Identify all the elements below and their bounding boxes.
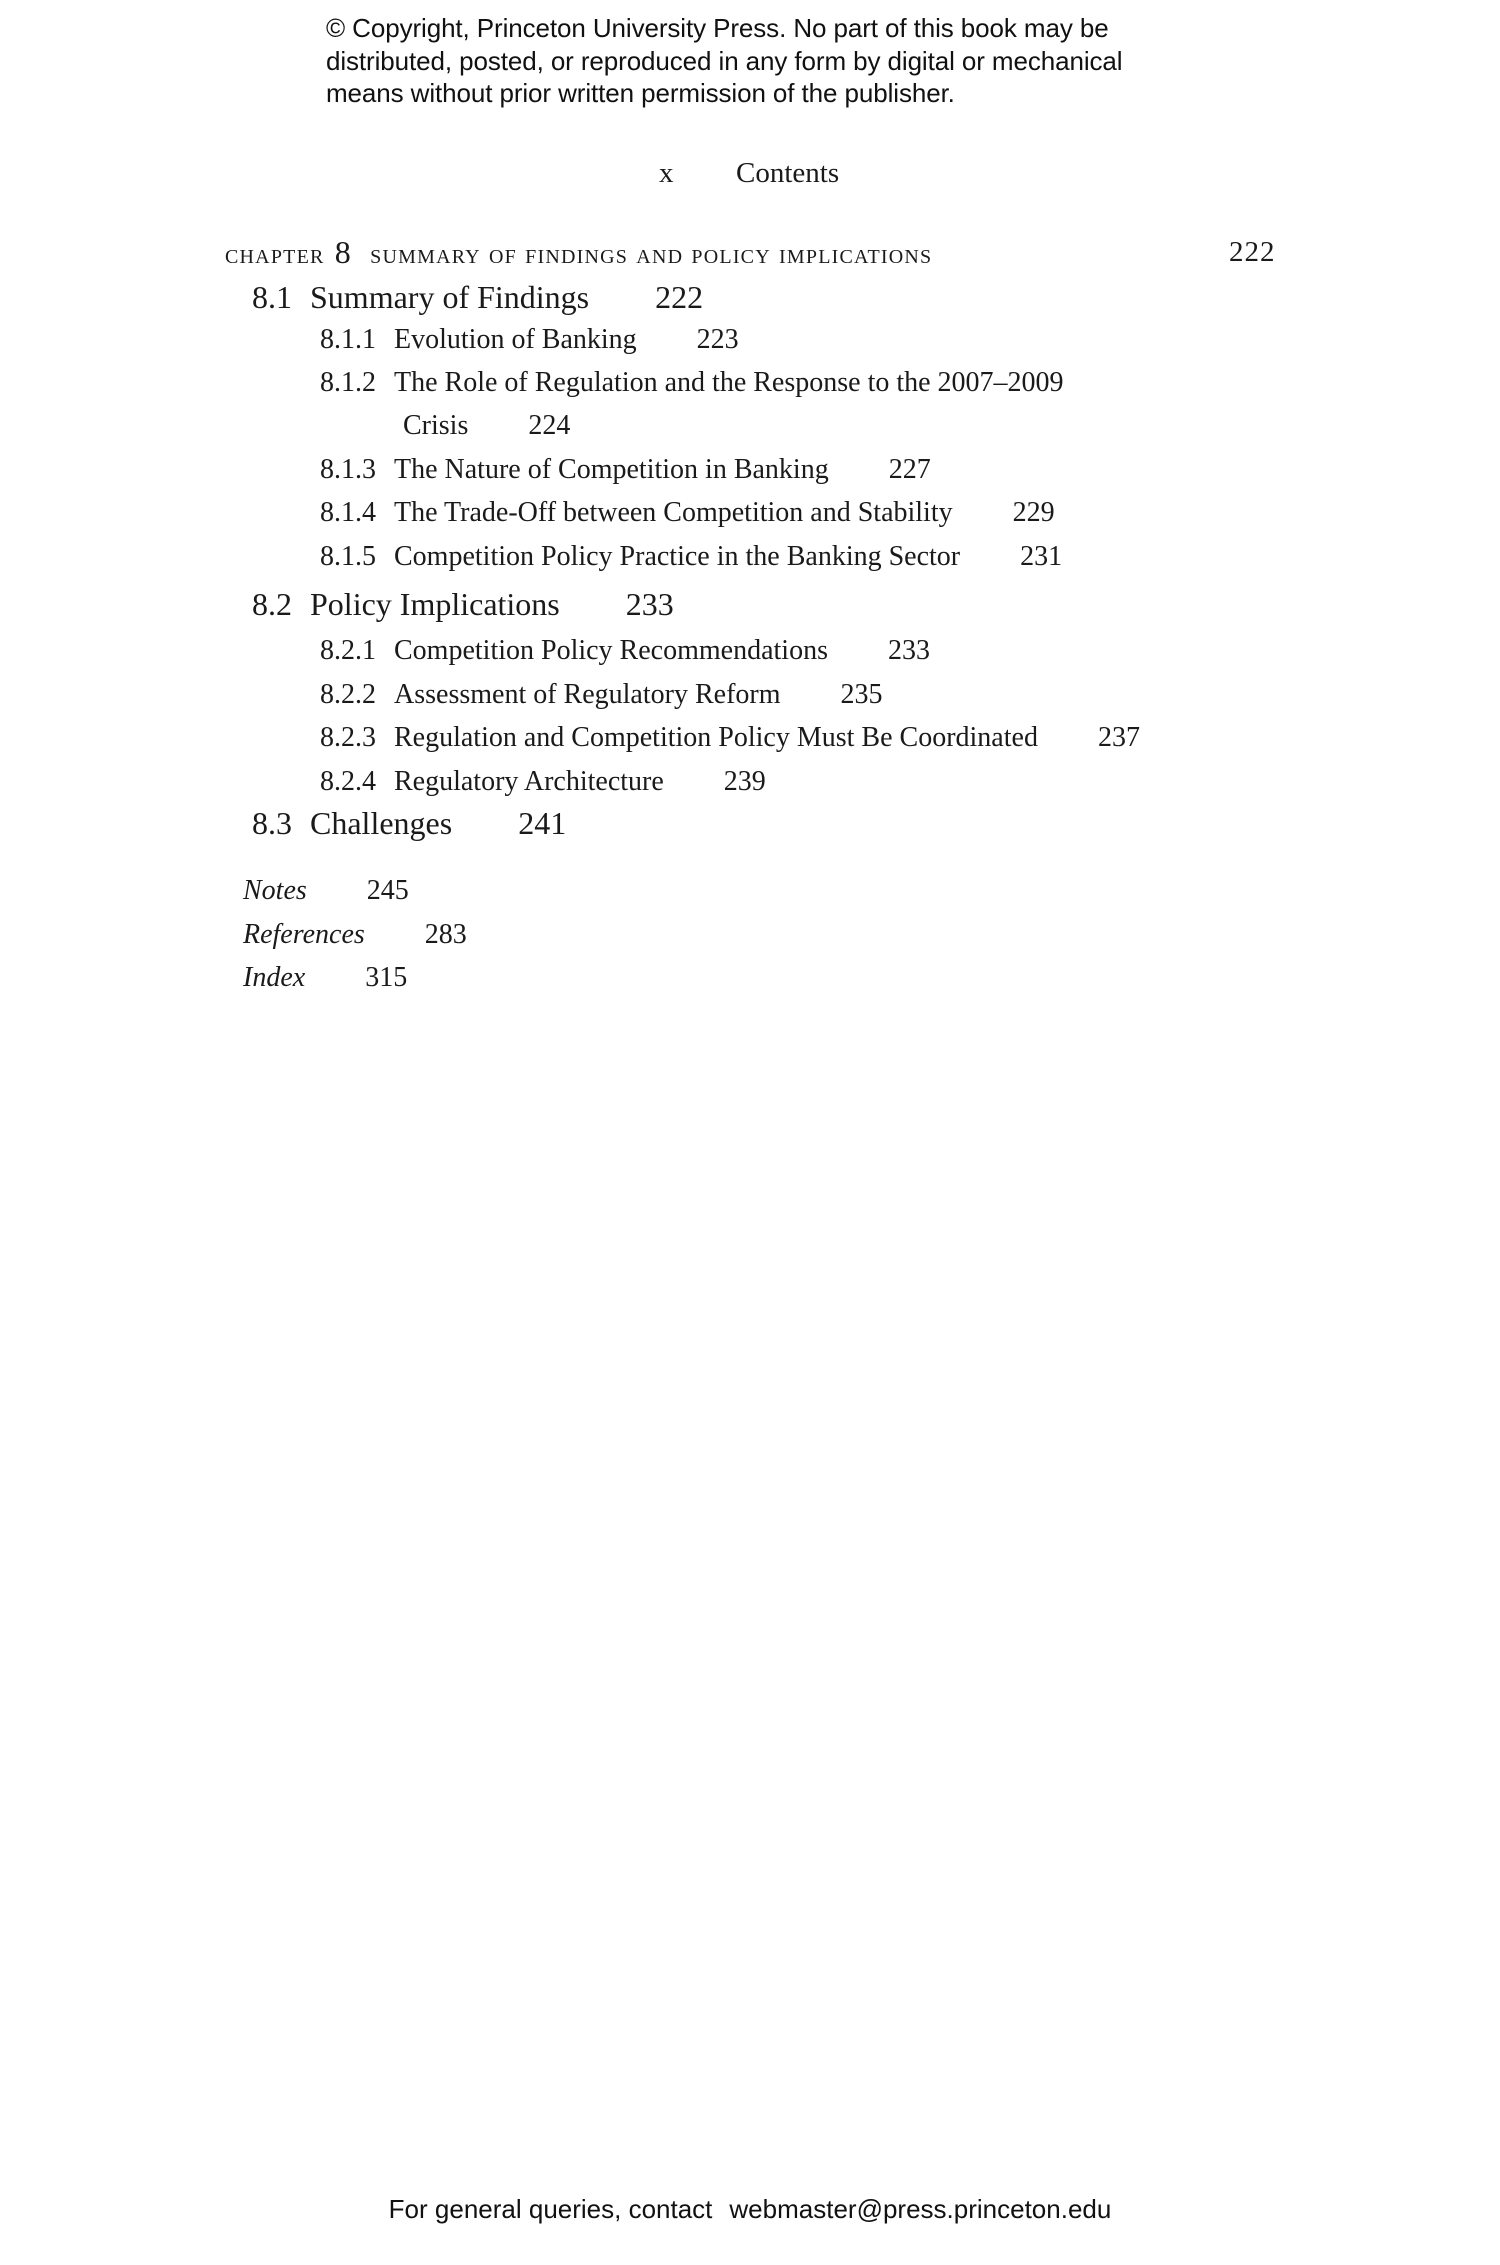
chapter-title: summary of findings and policy implications [370,239,933,270]
toc-subsection[interactable] [320,365,1064,401]
chapter-label: chapter [225,239,325,270]
copyright-line: © Copyright, Princeton University Press. No part of this book may be [326,13,1109,43]
subsection-page: 239 [723,766,766,797]
subsection-title: Competition Policy Recommendations [394,635,828,666]
copyright-line: means without prior written permission of the publisher. [326,78,955,108]
toc-subsection[interactable] [320,322,739,358]
subsection-title: The Nature of Competition in Banking [394,454,829,485]
running-head-title: Contents [736,157,840,189]
toc-subsection[interactable] [320,677,883,713]
subsection-page: 231 [1020,541,1063,572]
chapter-page: 222 [1229,236,1276,268]
subsection-title: The Trade-Off between Competition and Stability [394,497,953,528]
subsection-number: 8.1.4 [320,497,376,528]
toc-backmatter-notes[interactable] [243,873,409,909]
subsection-page: 227 [888,454,931,485]
section-page: 233 [625,586,674,622]
toc-section[interactable] [252,584,674,624]
toc-subsection[interactable] [320,764,766,800]
subsection-number: 8.1.5 [320,541,376,572]
backmatter-page: 283 [424,919,467,950]
toc-section[interactable] [252,803,566,843]
section-title: Policy Implications [310,586,560,622]
backmatter-label: References [243,919,365,950]
section-number: 8.3 [252,805,292,841]
toc-backmatter-index[interactable] [243,960,407,996]
toc-subsection[interactable] [320,539,1062,575]
subsection-title: Regulation and Competition Policy Must Be Coordinated [394,722,1038,753]
page-footer [0,2193,1500,2225]
toc-section[interactable] [252,277,703,317]
section-title: Summary of Findings [310,279,590,315]
subsection-page: 235 [840,679,883,710]
subsection-number: 8.1.3 [320,454,376,485]
backmatter-page: 245 [366,875,409,906]
toc-chapter-heading[interactable] [225,234,932,273]
chapter-number: 8 [334,234,352,270]
toc-subsection-continuation[interactable] [403,408,570,444]
subsection-page: 233 [887,635,930,666]
backmatter-page: 315 [365,962,408,993]
toc-subsection[interactable] [320,495,1055,531]
backmatter-label: Notes [243,875,307,906]
section-title: Challenges [310,805,453,841]
toc-backmatter-references[interactable] [243,917,467,953]
backmatter-label: Index [243,962,306,993]
section-number: 8.1 [252,279,292,315]
subsection-page: 229 [1012,497,1055,528]
subsection-title: Competition Policy Practice in the Banking Sector [394,541,961,572]
toc-subsection[interactable] [320,452,931,488]
toc-subsection[interactable] [320,720,1140,756]
section-number: 8.2 [252,586,292,622]
footer-text: For general queries, contact [388,2194,713,2224]
subsection-page: 224 [528,410,571,441]
copyright-notice [326,12,1226,110]
page-folio: x [659,157,674,189]
subsection-title-continuation: Crisis [403,410,469,441]
subsection-title: The Role of Regulation and the Response to the 2007–2009 [394,367,1064,398]
copyright-line: distributed, posted, or reproduced in any form by digital or mechanical [326,45,1123,76]
subsection-number: 8.2.2 [320,679,376,710]
subsection-page: 223 [696,324,739,355]
section-page: 222 [655,279,704,315]
subsection-number: 8.1.2 [320,367,376,398]
subsection-number: 8.2.3 [320,722,376,753]
subsection-title: Evolution of Banking [394,324,637,355]
section-page: 241 [518,805,567,841]
toc-subsection[interactable] [320,633,930,669]
subsection-number: 8.2.1 [320,635,376,666]
subsection-title: Regulatory Architecture [394,766,664,797]
subsection-page: 237 [1097,722,1140,753]
subsection-number: 8.1.1 [320,324,376,355]
subsection-number: 8.2.4 [320,766,376,797]
subsection-title: Assessment of Regulatory Reform [394,679,781,710]
footer-email-link[interactable]: webmaster@press.princeton.edu [729,2194,1112,2224]
